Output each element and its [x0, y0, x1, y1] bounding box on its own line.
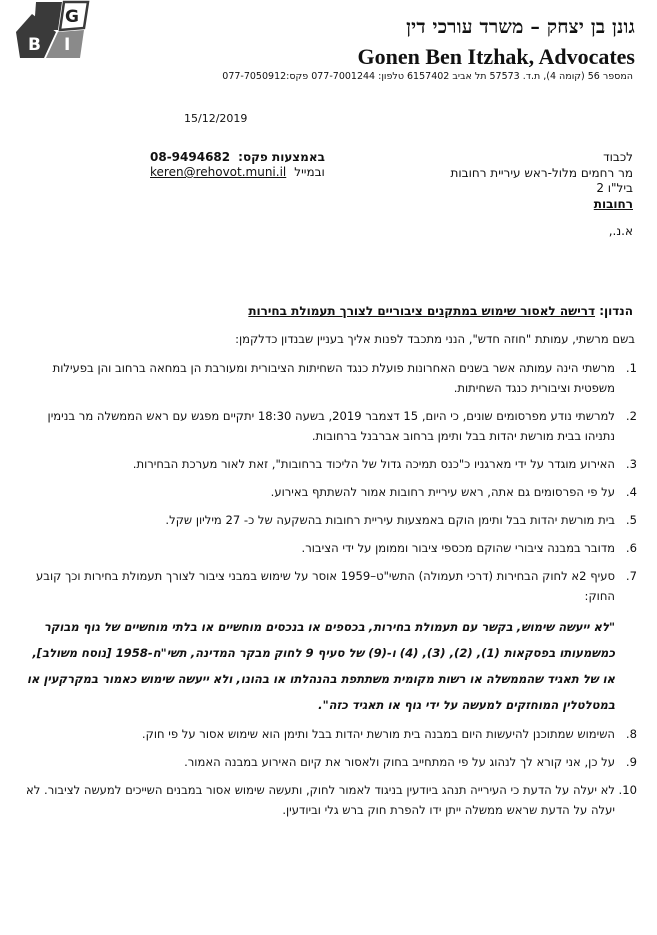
firm-logo [14, 0, 90, 60]
fax-label: באמצעות פקס: [238, 150, 325, 164]
letter-date: 15/12/2019 [184, 112, 248, 125]
firm-name-english: Gonen Ben Itzhak, Advocates [357, 44, 635, 69]
addressee-street: ביל"ו 2 [596, 181, 633, 195]
firm-address: המספר 56 (קומה 4), ת.ד. 57573 תל אביב 6157402 טלפון: 077-7001244 פקס:077-7050912 [222, 71, 633, 82]
list-item: 3. האירוע מוגדר על ידי מארגניו כ"כנס תמיכה גדול של הליכוד ברחובות", זאת לאור מערכת הבחירות. [132, 457, 637, 471]
list-item: 9. על כן, אני קורא לך לנהוג על פי המתחייב בחוק ולאסור את קיום האירוע במבנה האמור. [184, 755, 637, 769]
intro-paragraph: בשם מרשתי, עמותת "חוזה חדש", הנני מתכבד לפנות אליך בעניין שבנדון כדלקמן: [235, 332, 635, 346]
subject-label: הנדון: [599, 304, 633, 318]
logo-letter-b: B [28, 35, 41, 55]
logo-letter-i: I [64, 35, 71, 55]
letter-body [16, 330, 635, 828]
numbered-list [16, 358, 635, 606]
list-item: 7. סעיף 2א לחוק הבחירות (דרכי תעמולה) התשי"ט–1959 אוסר על שימוש במבני ציבור לצורך תעמולת בחירות וכך קובע החוק: [36, 569, 637, 603]
logo-letter-g: G [65, 7, 79, 27]
list-item: 8. השימוש שמתוכנן להיעשות היום במבנה בית מורשת יהדות בבל ותימן הוא שימוש אסור על פי חוק. [141, 727, 637, 741]
numbered-list-continued [16, 724, 635, 820]
addressee-honorific: לכבוד [603, 150, 633, 164]
addressee-name: מר רחמים מלול-ראש עיריית רחובות [450, 165, 633, 180]
list-item: 1. מרשתי הינה עמותה אשר בשנים האחרונות פועלת כנגד השחיתות הציבורית ומעורבת הן במחאה ברחוב והן בפעילות משפטית וציבורית כנגד השחיתות. [52, 361, 637, 395]
list-item: 2. למרשתי נודע מפרסומים שונים, כי היום, 15 דצמבר 2019, בשעה 18:30 יתקיים מפגש עם ראש הממשלה מר בנימין נתניהו בבית מורשת יהדות בבל ותימן ברחוב אברבנל ברחובות. [47, 409, 637, 443]
email-link[interactable]: keren@rehovot.muni.il [150, 165, 287, 179]
email-label: ובמייל [294, 165, 325, 179]
addressee-city: רחובות [593, 196, 633, 211]
list-item: 4. על פי הפרסומים גם אתה, ראש עיריית רחובות אמור להשתתף באירוע. [270, 485, 637, 499]
list-item: 5. בית מורשת יהדות בבל ותימן הוקם באמצעות עיריית רחובות בהשקעה של כ- 27 מיליון שקל. [165, 513, 637, 527]
subject-text: דרישה לאסור שימוש במתקנים ציבוריים לצורך תעמולת בחירות [248, 304, 596, 318]
firm-name-hebrew: גונן בן יצחק – משרד עורכי דין [406, 16, 635, 38]
greeting: א.נ., [608, 224, 633, 238]
law-quote: "לא ייעשה שימוש, בקשר עם תעמולת בחירות, בכספים או בנכסים מוחשיים או בלתי מוחשיים של גוף מבוקר כמשמעותו בפסקאות (1), (2), (3), (4) ו-(9) של סעיף 9 לחוק מבקר המדינה, תשי"ח-1958 [נוסח משולב], או של תאגיד שהממשלה או רשות מקומית משתתפת בהנהלתו או בהונו, ולא ייעשה שימוש כאמור במקרקעין או במטלטלין המוחזקים למעשה על ידי גוף או תאגיד כזה". [26, 620, 615, 712]
subject-line [248, 304, 633, 318]
delivery-block [150, 150, 325, 180]
fax-number: 08-9494682 [150, 150, 231, 164]
list-item: 6. מדובר במבנה ציבורי שהוקם מכספי ציבור וממומן על ידי הציבור. [301, 541, 637, 555]
list-item: 10. לא יעלה על הדעת כי העירייה תנהג ביודעין בניגוד לאמור לחוק, ותעשה שימוש אסור במבנים השייכים למעשה לציבור. לא יעלה על הדעת שראש ממשלה ייתן ידו להפרת חוק ברש גלי וביודעין. [26, 783, 637, 817]
addressee-block [451, 150, 633, 212]
